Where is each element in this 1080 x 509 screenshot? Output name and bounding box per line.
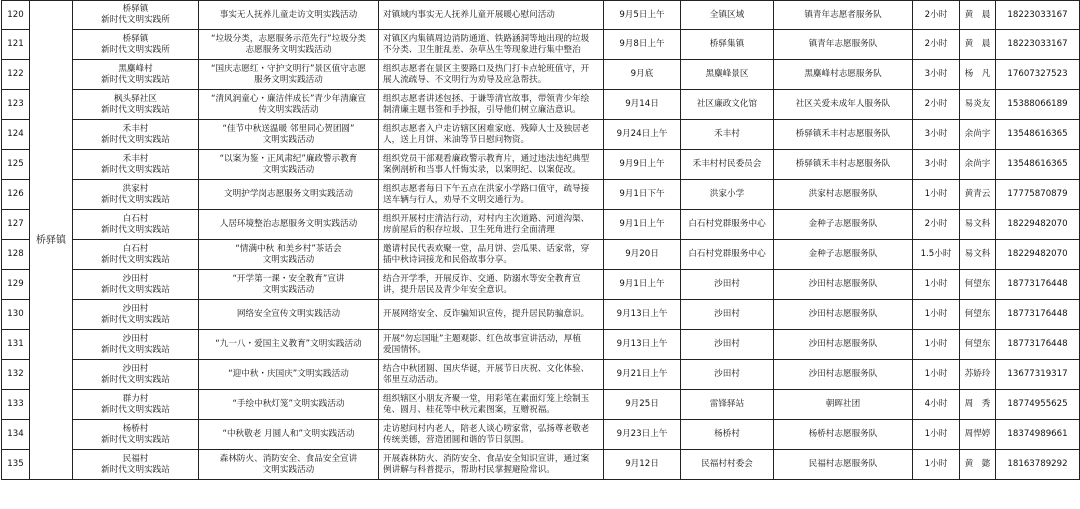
station-cell: 沙田村 新时代文明实践站: [73, 330, 199, 360]
phone-cell: 18229482070: [996, 240, 1080, 270]
row-number-cell: 128: [2, 240, 30, 270]
contact-cell: 余尚宇: [960, 150, 996, 180]
station-cell: 白石村 新时代文明实践站: [73, 240, 199, 270]
team-cell: 金种子志愿服务队: [774, 240, 913, 270]
contact-cell: 易文科: [960, 210, 996, 240]
team-cell: 民福村志愿服务队: [774, 450, 913, 480]
activity-name-cell: “开学第一课・安全教育”宣讲 文明实践活动: [199, 270, 379, 300]
contact-cell: 杨 凡: [960, 60, 996, 90]
activity-content-cell: 组织志愿者讲述包拯、于谦等清官故事，带领青少年绘 制清廉主题书签和手抄报，引导他们树立廉洁意识。: [379, 90, 604, 120]
contact-cell: 易文科: [960, 240, 996, 270]
activity-table: [1, 0, 1080, 480]
place-cell: 沙田村: [681, 330, 774, 360]
place-cell: 全镇区域: [681, 1, 774, 30]
contact-cell: 黄 晨: [960, 1, 996, 30]
table-row: [2, 90, 1080, 120]
row-number-cell: 124: [2, 120, 30, 150]
activity-content-cell: 对镇域内事实无人抚养儿童开展暖心慰问活动: [379, 1, 604, 30]
station-cell: 桥驿镇 新时代文明实践所: [73, 30, 199, 60]
team-cell: 杨桥村志愿服务队: [774, 420, 913, 450]
activity-name-cell: “情满中秋 和美乡村”茶话会 文明实践活动: [199, 240, 379, 270]
table-row: [2, 240, 1080, 270]
team-cell: 桥驿镇禾丰村志愿服务队: [774, 120, 913, 150]
phone-cell: 18223033167: [996, 30, 1080, 60]
team-cell: 沙田村志愿服务队: [774, 360, 913, 390]
row-number-cell: 132: [2, 360, 30, 390]
time-cell: 9月1日上午: [604, 210, 681, 240]
team-cell: 洪家村志愿服务队: [774, 180, 913, 210]
row-number-cell: 120: [2, 1, 30, 30]
station-cell: 沙田村 新时代文明实践站: [73, 300, 199, 330]
station-cell: 桥驿镇 新时代文明实践所: [73, 1, 199, 30]
place-cell: 白石村党群服务中心: [681, 240, 774, 270]
activity-content-cell: 开展网络安全、反诈骗知识宣传，提升居民防骗意识。: [379, 300, 604, 330]
activity-name-cell: “九一八・爱国主义教育”文明实践活动: [199, 330, 379, 360]
station-cell: 沙田村 新时代文明实践站: [73, 360, 199, 390]
station-cell: 杨桥村 新时代文明实践站: [73, 420, 199, 450]
contact-cell: 黄 懿: [960, 450, 996, 480]
duration-cell: 1小时: [913, 420, 960, 450]
place-cell: 洪家小学: [681, 180, 774, 210]
station-cell: 白石村 新时代文明实践站: [73, 210, 199, 240]
time-cell: 9月14日: [604, 90, 681, 120]
duration-cell: 1小时: [913, 450, 960, 480]
place-cell: 沙田村: [681, 270, 774, 300]
activity-name-cell: “迎中秋・庆国庆”文明实践活动: [199, 360, 379, 390]
table-row: [2, 300, 1080, 330]
contact-cell: 苏娇玲: [960, 360, 996, 390]
activity-content-cell: 组织党员干部观看廉政警示教育片，通过违法违纪典型 案例剖析和当事人忏悔实录，以案明纪、以案促改。: [379, 150, 604, 180]
duration-cell: 1小时: [913, 180, 960, 210]
duration-cell: 2小时: [913, 90, 960, 120]
activity-name-cell: 森林防火、消防安全、食品安全宣讲 文明实践活动: [199, 450, 379, 480]
row-number-cell: 121: [2, 30, 30, 60]
phone-cell: 13548616365: [996, 120, 1080, 150]
duration-cell: 1小时: [913, 300, 960, 330]
phone-cell: 18773176448: [996, 270, 1080, 300]
place-cell: 禾丰村: [681, 120, 774, 150]
row-number-cell: 123: [2, 90, 30, 120]
activity-content-cell: 组织志愿者每日下午五点在洪家小学路口值守，疏导接 送车辆与行人，劝导不文明交通行为。: [379, 180, 604, 210]
phone-cell: 18773176448: [996, 330, 1080, 360]
activity-content-cell: 走访慰问村内老人，陪老人谈心唠家常，弘扬尊老敬老 传统美德，营造团圆和谐的节日氛围。: [379, 420, 604, 450]
table-row: [2, 150, 1080, 180]
activity-name-cell: “手绘中秋灯笼”文明实践活动: [199, 390, 379, 420]
duration-cell: 2小时: [913, 30, 960, 60]
duration-cell: 3小时: [913, 150, 960, 180]
time-cell: 9月8日上午: [604, 30, 681, 60]
team-cell: 沙田村志愿服务队: [774, 270, 913, 300]
station-cell: 沙田村 新时代文明实践站: [73, 270, 199, 300]
row-number-cell: 135: [2, 450, 30, 480]
place-cell: 民福村村委会: [681, 450, 774, 480]
contact-cell: 余尚宇: [960, 120, 996, 150]
place-cell: 杨桥村: [681, 420, 774, 450]
table-row: [2, 360, 1080, 390]
phone-cell: 18163789292: [996, 450, 1080, 480]
time-cell: 9月25日: [604, 390, 681, 420]
town-cell: 桥驿镇: [30, 1, 73, 480]
time-cell: 9月1日下午: [604, 180, 681, 210]
team-cell: 金种子志愿服务队: [774, 210, 913, 240]
activity-name-cell: “中秋敬老 月圆人和”文明实践活动: [199, 420, 379, 450]
contact-cell: 周 秀: [960, 390, 996, 420]
activity-content-cell: 结合中秋团圆、国庆华诞，开展节日庆祝、文化体验、 邻里互动活动。: [379, 360, 604, 390]
activity-content-cell: 开展森林防火、消防安全、食品安全知识宣讲，通过案 例讲解与科普提示，帮助村民掌握避险常识。: [379, 450, 604, 480]
team-cell: 桥驿镇禾丰村志愿服务队: [774, 150, 913, 180]
contact-cell: 何望东: [960, 330, 996, 360]
table-row: [2, 210, 1080, 240]
row-number-cell: 129: [2, 270, 30, 300]
table-row: [2, 30, 1080, 60]
duration-cell: 2小时: [913, 210, 960, 240]
time-cell: 9月13日上午: [604, 300, 681, 330]
contact-cell: 黄青云: [960, 180, 996, 210]
place-cell: 雷锋驿站: [681, 390, 774, 420]
phone-cell: 18223033167: [996, 1, 1080, 30]
activity-name-cell: “以案为鉴・正风肃纪”廉政警示教育 文明实践活动: [199, 150, 379, 180]
team-cell: 镇青年志愿者服务队: [774, 1, 913, 30]
duration-cell: 1小时: [913, 360, 960, 390]
place-cell: 禾丰村村民委员会: [681, 150, 774, 180]
duration-cell: 1小时: [913, 330, 960, 360]
activity-name-cell: 人居环境整治志愿服务文明实践活动: [199, 210, 379, 240]
activity-name-cell: “佳节中秋送温暖 邻里同心贺团圆” 文明实践活动: [199, 120, 379, 150]
duration-cell: 3小时: [913, 60, 960, 90]
place-cell: 沙田村: [681, 360, 774, 390]
time-cell: 9月13日上午: [604, 330, 681, 360]
contact-cell: 黄 晨: [960, 30, 996, 60]
activity-name-cell: “国庆志愿红・守护文明行”景区值守志愿 服务文明实践活动: [199, 60, 379, 90]
phone-cell: 15388066189: [996, 90, 1080, 120]
table-row: [2, 330, 1080, 360]
time-cell: 9月12日: [604, 450, 681, 480]
row-number-cell: 130: [2, 300, 30, 330]
place-cell: 社区廉政文化馆: [681, 90, 774, 120]
activity-name-cell: 网络安全宣传文明实践活动: [199, 300, 379, 330]
row-number-cell: 131: [2, 330, 30, 360]
row-number-cell: 122: [2, 60, 30, 90]
phone-cell: 18229482070: [996, 210, 1080, 240]
table-row: [2, 180, 1080, 210]
row-number-cell: 133: [2, 390, 30, 420]
phone-cell: 18374989661: [996, 420, 1080, 450]
contact-cell: 易炎友: [960, 90, 996, 120]
station-cell: 洪家村 新时代文明实践站: [73, 180, 199, 210]
table-row: [2, 120, 1080, 150]
activity-content-cell: 开展“勿忘国耻”主题观影、红色故事宣讲活动，厚植 爱国情怀。: [379, 330, 604, 360]
table-row: [2, 60, 1080, 90]
team-cell: 社区关爱未成年人服务队: [774, 90, 913, 120]
activity-content-cell: 对镇区内集镇周边消防通道、铁路涵洞等地出现的垃圾 不分类、卫生脏乱差、杂草丛生等现象进行集中整治: [379, 30, 604, 60]
time-cell: 9月5日上午: [604, 1, 681, 30]
row-number-cell: 126: [2, 180, 30, 210]
station-cell: 禾丰村 新时代文明实践站: [73, 150, 199, 180]
activity-name-cell: 文明护学岗志愿服务文明实践活动: [199, 180, 379, 210]
table-row: [2, 450, 1080, 480]
activity-name-cell: 事实无人抚养儿童走访文明实践活动: [199, 1, 379, 30]
phone-cell: 18773176448: [996, 300, 1080, 330]
contact-cell: 何望东: [960, 300, 996, 330]
activity-content-cell: 组织志愿者入户走访辖区困难家庭、残障人士及独居老 人，送上月饼、米油等节日慰问物资。: [379, 120, 604, 150]
station-cell: 民福村 新时代文明实践站: [73, 450, 199, 480]
table-row: [2, 390, 1080, 420]
time-cell: 9月23日上午: [604, 420, 681, 450]
activity-content-cell: 组织志愿者在景区主要路口及热门打卡点轮班值守，开 展人流疏导、不文明行为劝导及应急帮扶。: [379, 60, 604, 90]
time-cell: 9月20日: [604, 240, 681, 270]
place-cell: 沙田村: [681, 300, 774, 330]
duration-cell: 3小时: [913, 120, 960, 150]
team-cell: 镇青年志愿服务队: [774, 30, 913, 60]
table-row: [2, 1, 1080, 30]
phone-cell: 18774955625: [996, 390, 1080, 420]
row-number-cell: 127: [2, 210, 30, 240]
place-cell: 黑麋峰景区: [681, 60, 774, 90]
duration-cell: 1.5小时: [913, 240, 960, 270]
phone-cell: 13548616365: [996, 150, 1080, 180]
activity-content-cell: 邀请村民代表欢聚一堂，品月饼、尝瓜果、话家常，穿 插中秋诗词接龙和民俗故事分享。: [379, 240, 604, 270]
table-row: [2, 270, 1080, 300]
place-cell: 桥驿集镇: [681, 30, 774, 60]
duration-cell: 4小时: [913, 390, 960, 420]
station-cell: 枫头驿社区 新时代文明实践站: [73, 90, 199, 120]
team-cell: 沙田村志愿服务队: [774, 330, 913, 360]
phone-cell: 13677319317: [996, 360, 1080, 390]
table-row: [2, 420, 1080, 450]
station-cell: 禾丰村 新时代文明实践站: [73, 120, 199, 150]
time-cell: 9月9日上午: [604, 150, 681, 180]
phone-cell: 17775870879: [996, 180, 1080, 210]
place-cell: 白石村党群服务中心: [681, 210, 774, 240]
contact-cell: 何望东: [960, 270, 996, 300]
duration-cell: 2小时: [913, 1, 960, 30]
station-cell: 群力村 新时代文明实践站: [73, 390, 199, 420]
contact-cell: 周悍婷: [960, 420, 996, 450]
activity-content-cell: 组织开展村庄清洁行动，对村内主次道路、河道沟渠、 房前屋后的积存垃圾、卫生死角进行全面清理: [379, 210, 604, 240]
row-number-cell: 125: [2, 150, 30, 180]
station-cell: 黑麋峰村 新时代文明实践站: [73, 60, 199, 90]
activity-content-cell: 结合开学季，开展反诈、交通、防溺水等安全教育宣 讲，提升居民及青少年安全意识。: [379, 270, 604, 300]
phone-cell: 17607327523: [996, 60, 1080, 90]
activity-name-cell: “垃圾分类，志愿服务示范先行”垃圾分类 志愿服务文明实践活动: [199, 30, 379, 60]
activity-name-cell: “清风润童心・廉洁伴成长”青少年清廉宣 传文明实践活动: [199, 90, 379, 120]
duration-cell: 1小时: [913, 270, 960, 300]
time-cell: 9月底: [604, 60, 681, 90]
activity-content-cell: 组织辖区小朋友齐聚一堂，用彩笔在素面灯笼上绘制玉 兔、圆月、桂花等中秋元素图案，互赠祝福。: [379, 390, 604, 420]
time-cell: 9月1日上午: [604, 270, 681, 300]
row-number-cell: 134: [2, 420, 30, 450]
team-cell: 朝晖社团: [774, 390, 913, 420]
team-cell: 沙田村志愿服务队: [774, 300, 913, 330]
team-cell: 黑麋峰村志愿服务队: [774, 60, 913, 90]
time-cell: 9月24日上午: [604, 120, 681, 150]
time-cell: 9月21日上午: [604, 360, 681, 390]
